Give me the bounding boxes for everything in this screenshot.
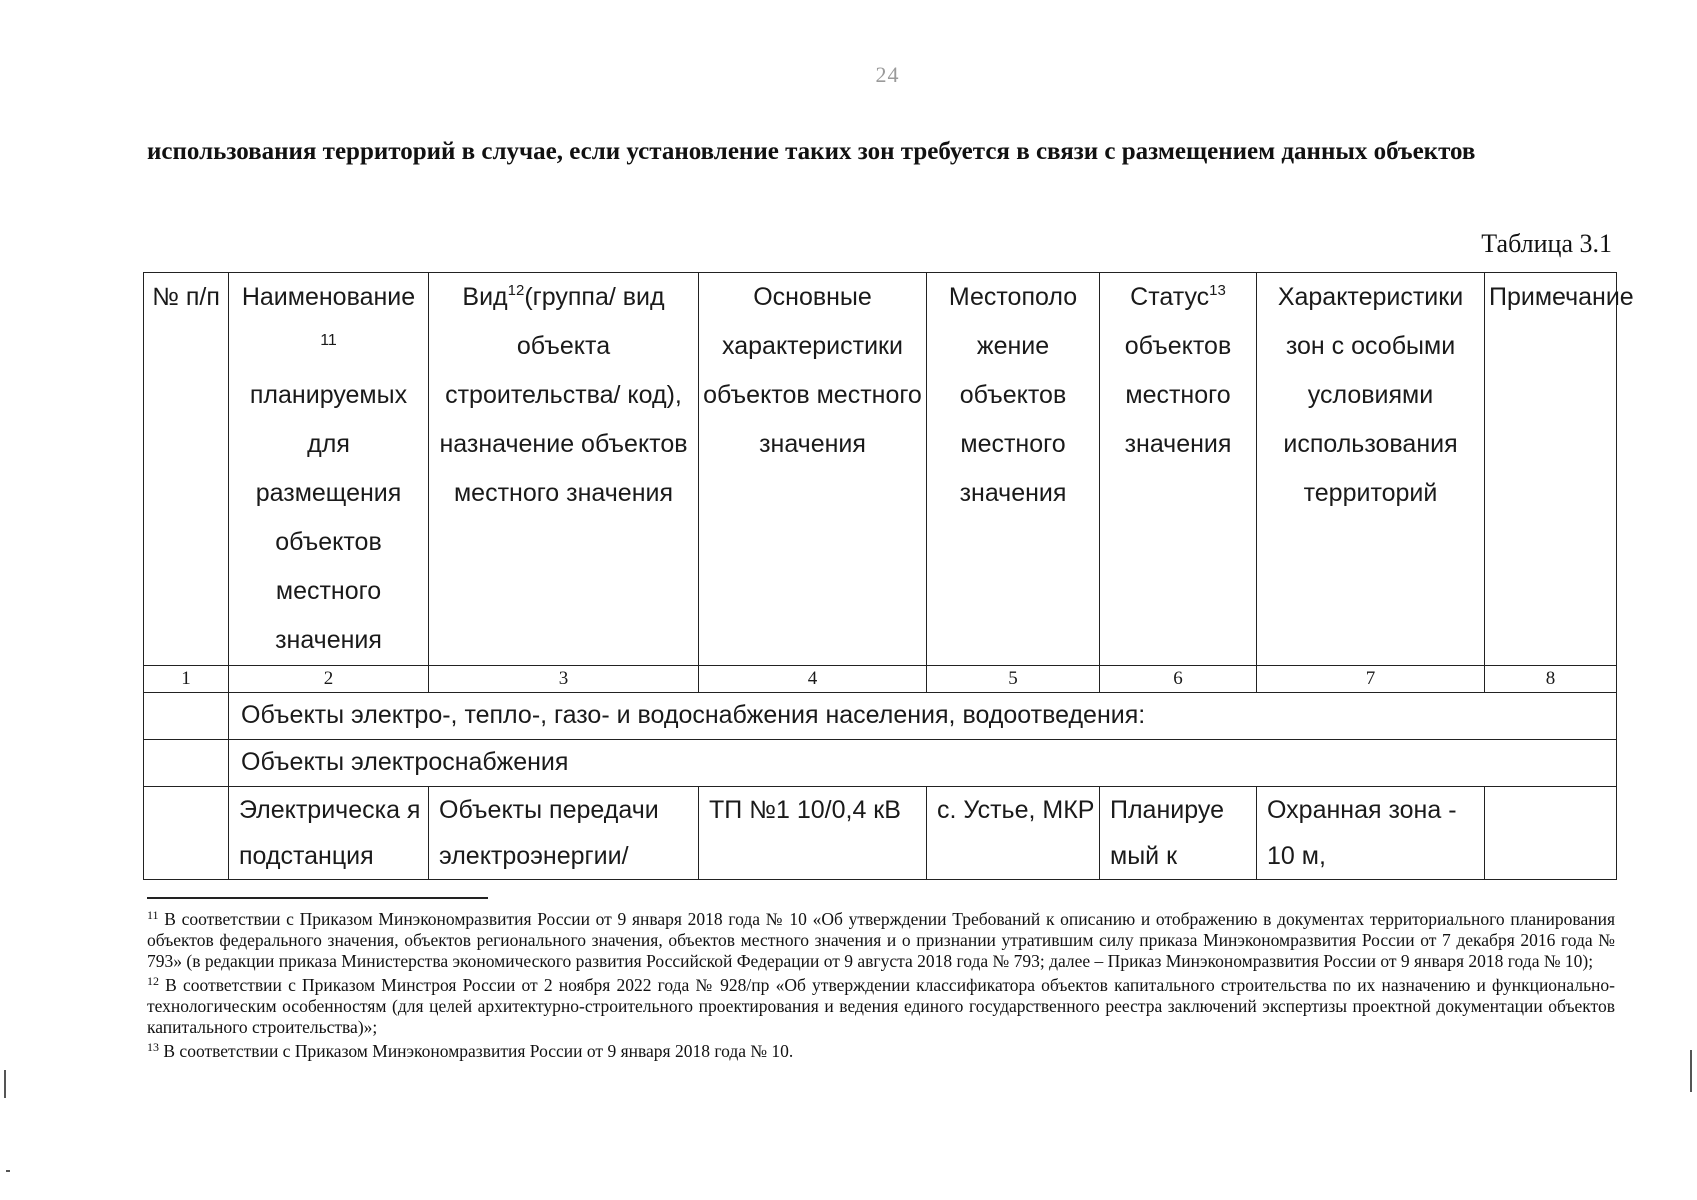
header-cell: № п/п xyxy=(144,273,229,666)
column-number: 1 xyxy=(144,666,229,693)
table-row xyxy=(144,787,1617,880)
column-number: 8 xyxy=(1485,666,1617,693)
footnote-number: 11 xyxy=(147,908,159,922)
footnote-number: 12 xyxy=(147,974,159,988)
footnote-ref: 12 xyxy=(507,282,525,299)
scan-artifact xyxy=(4,1070,6,1098)
table-cell: Объекты передачи электроэнергии/ xyxy=(429,787,699,880)
footnotes xyxy=(147,909,1615,1065)
column-number: 7 xyxy=(1257,666,1485,693)
header-cell: Основные характеристики объектов местного значения xyxy=(699,273,927,666)
table-cell xyxy=(1485,787,1617,880)
section-heading: использования территорий в случае, если установление таких зон требуется в связи с размещением данных объектов xyxy=(147,138,1476,165)
table-cell: Планируе мый к xyxy=(1100,787,1257,880)
column-number: 4 xyxy=(699,666,927,693)
objects-table xyxy=(143,272,1634,880)
table-cell: Электрическа я подстанция xyxy=(229,787,429,880)
header-cell: Наименование 11 планируемых для размещения объектов местного значения xyxy=(229,273,429,666)
footnote-divider xyxy=(147,897,488,899)
footnote: $^{11}$ В соответствии с Приказом Минэкономразвития России от 9 января 2018 года № 10 «Об утверждении Требований к описанию и отображению в документах территориального планирования объектов федерального значения, объектов регионального значения, объектов местного значения и о признании утратившим силу приказа Минэкономразвития России от 7 декабря 2016 года № 793» (в редакции приказа Министерства экономического развития Российской Федерации от 9 августа 2018 года № 793; далее – Приказ Минэкономразвития России от 9 января 2018 года № 10); xyxy=(147,908,1615,971)
scan-artifact xyxy=(6,1170,10,1172)
table-label: Таблица 3.1 xyxy=(1481,229,1612,258)
header-cell: Примечание xyxy=(1485,273,1617,666)
table-cell: ТП №1 10/0,4 кВ xyxy=(699,787,927,880)
header-cell: Местополо жение объектов местного значения xyxy=(927,273,1100,666)
group-row xyxy=(144,693,1617,740)
column-number: 2 xyxy=(229,666,429,693)
scan-artifact xyxy=(1690,1050,1692,1092)
table-cell xyxy=(144,787,229,880)
header-cell: Характеристики зон с особыми условиями использования территорий xyxy=(1257,273,1485,666)
empty-cell xyxy=(144,740,229,787)
empty-cell xyxy=(144,693,229,740)
footnote: $^{12}$ В соответствии с Приказом Минстроя России от 2 ноября 2022 года № 928/пр «Об утверждении классификатора объектов капитального строительства по их назначению и функционально-технологическим особенностям (для целей архитектурно-строительного проектирования и ведения единого государственного реестра заключений экспертизы проектной документации объектов капитального строительства)»; xyxy=(147,974,1615,1037)
column-number: 3 xyxy=(429,666,699,693)
column-number: 6 xyxy=(1100,666,1257,693)
page-number: 24 xyxy=(875,62,900,87)
table-cell: Охранная зона - 10 м, xyxy=(1257,787,1485,880)
column-number: 5 xyxy=(927,666,1100,693)
group-row xyxy=(144,740,1617,787)
column-number-row xyxy=(144,666,1617,693)
table-cell: с. Устье, МКР xyxy=(927,787,1100,880)
group-title: Объекты электроснабжения xyxy=(229,740,1617,787)
footnote-ref: 13 xyxy=(1209,282,1226,299)
header-cell: Вид$^{12}$(группа/ вид объекта строительства/ код), назначение объектов местного значения xyxy=(429,273,699,666)
table-header-row xyxy=(144,273,1617,666)
footnote-ref: 11 xyxy=(320,332,337,349)
group-title: Объекты электро-, тепло-, газо- и водоснабжения населения, водоотведения: xyxy=(229,693,1617,740)
header-cell: Статус$^{13}$ объектов местного значения xyxy=(1100,273,1257,666)
footnote: $^{13}$ В соответствии с Приказом Минэкономразвития России от 9 января 2018 года № 10. xyxy=(147,1040,794,1061)
footnote-number: 13 xyxy=(147,1040,159,1054)
